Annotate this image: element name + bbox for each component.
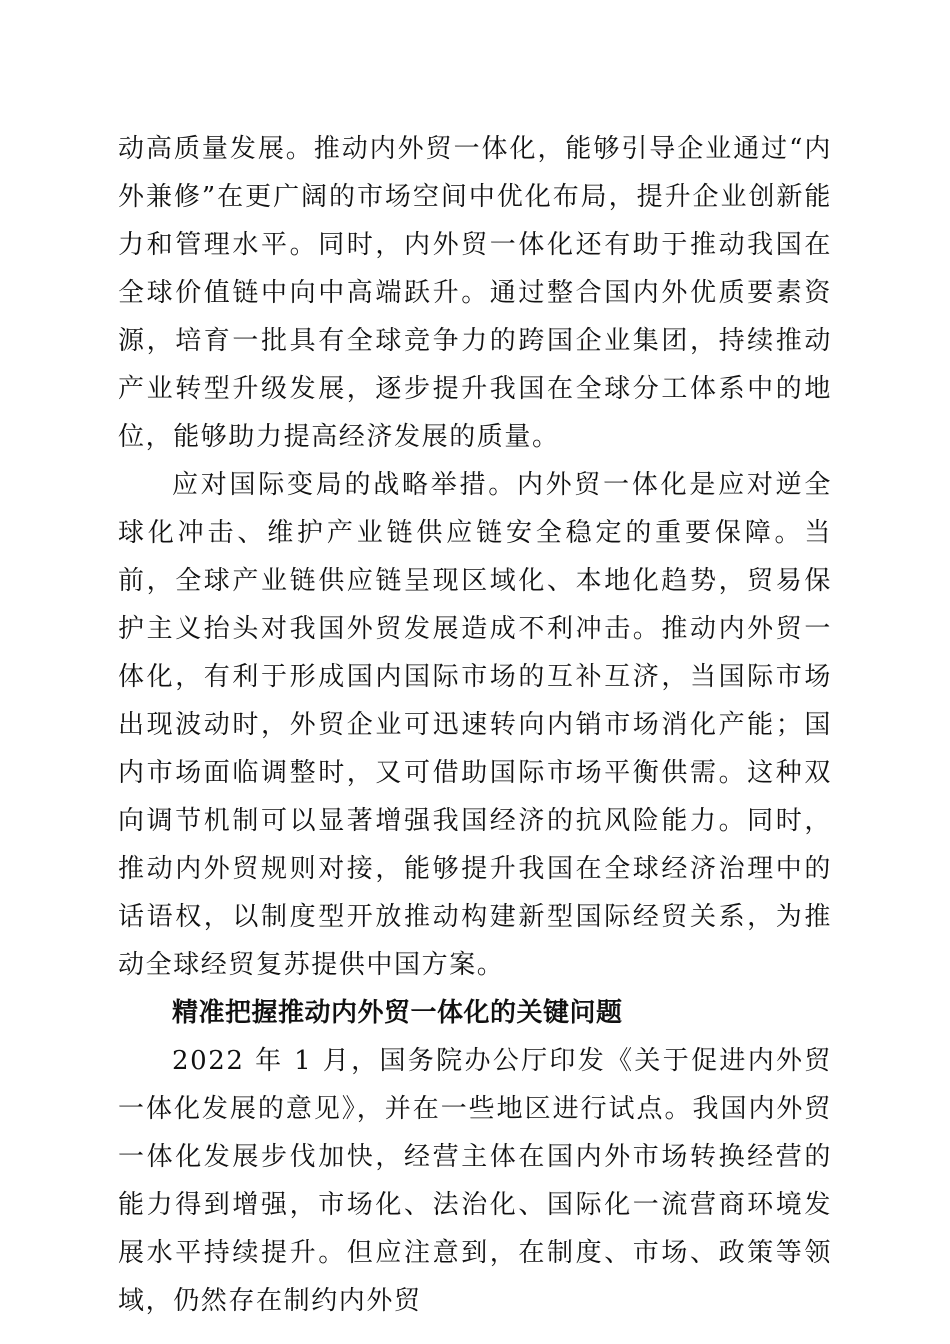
paragraph-international-strategy: 应对国际变局的战略举措。内外贸一体化是应对逆全球化冲击、维护产业链供应链安全稳定的重要保障。当前，全球产业链供应链呈现区域化、本地化趋势，贸易保护主义抬头对我国外贸发展造成不利冲击。推动内外贸一体化，有利于形成国内国际市场的互补互济，当国际市场出现波动时，外贸企业可迅速转向内销市场消化产能；国内市场面临调整时，又可借助国际市场平衡供需。这种双向调节机制可以显著增强我国经济的抗风险能力。同时，推动内外贸规则对接，能够提升我国在全球经济治理中的话语权，以制度型开放推动构建新型国际经贸关系，为推动全球经贸复苏提供中国方案。 [118,470,832,980]
document-page [118,125,832,1325]
paragraph-key-issues: 2022 年 1 月，国务院办公厅印发《关于促进内外贸一体化发展的意见》，并在一些地区进行试点。我国内外贸一体化发展步伐加快，经营主体在国内外市场转换经营的能力得到增强，市场化、法治化、国际化一流营商环境发展水平持续提升。但应注意到，在制度、市场、政策等领域，仍然存在制约内外贸 [118,1046,832,1316]
section-heading: 精准把握推动内外贸一体化的关键问题 [172,998,623,1028]
paragraph-quality-development: 动高质量发展。推动内外贸一体化，能够引导企业通过“内外兼修”在更广阔的市场空间中优化布局，提升企业创新能力和管理水平。同时，内外贸一体化还有助于推动我国在全球价值链中向中高端跃升。通过整合国内外优质要素资源，培育一批具有全球竞争力的跨国企业集团，持续推动产业转型升级发展，逐步提升我国在全球分工体系中的地位，能够助力提高经济发展的质量。 [118,134,832,452]
